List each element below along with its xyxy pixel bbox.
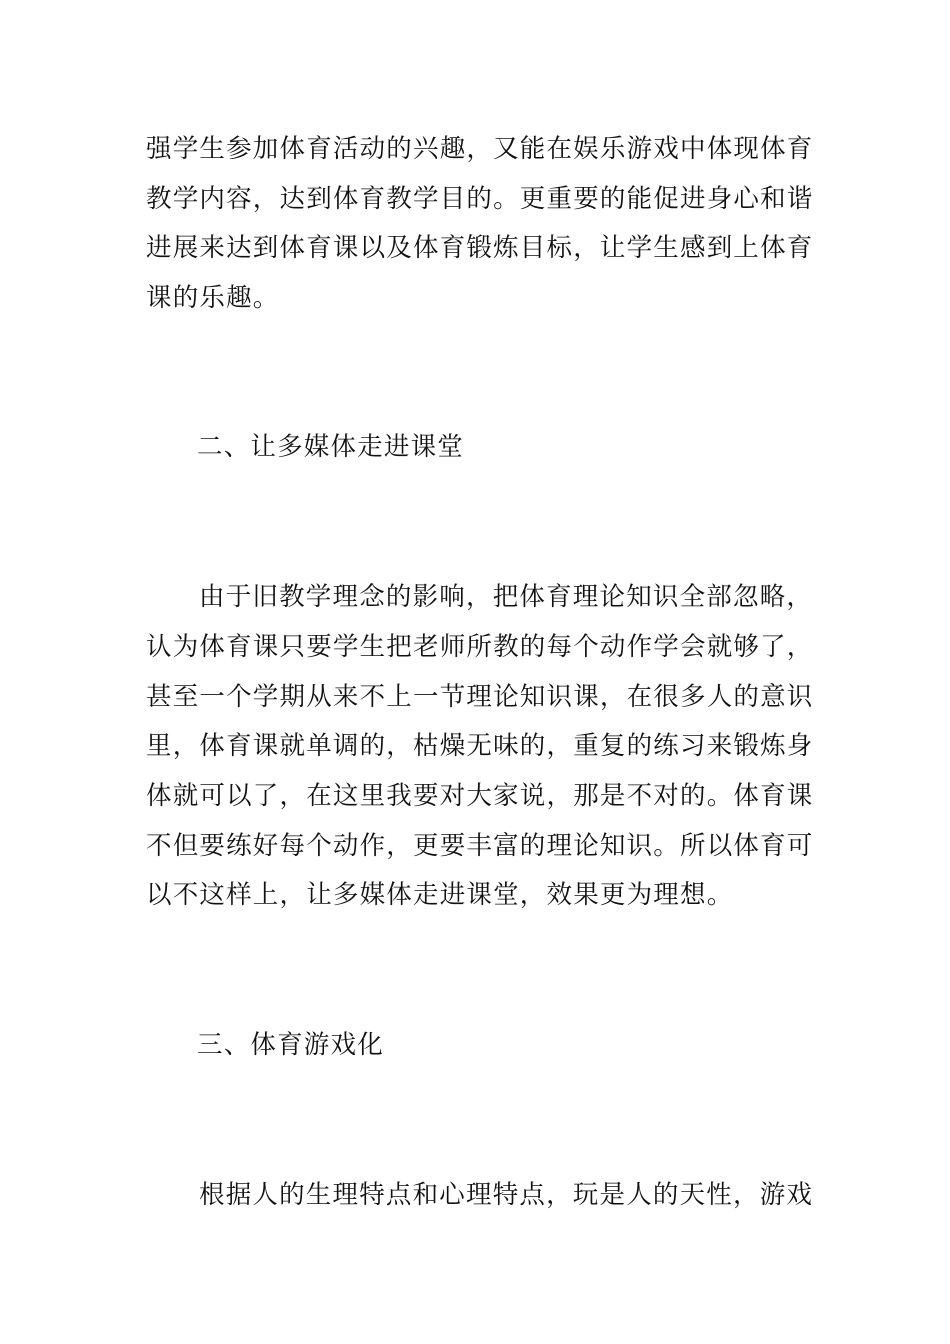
text-line: 认为体育课只要学生把老师所教的每个动作学会就够了， — [146, 632, 814, 662]
text-line: 根据人的生理特点和心理特点，玩是人的天性，游戏 — [199, 1180, 814, 1210]
text-line: 进展来达到体育课以及体育锻炼目标，让学生感到上体育 — [146, 233, 814, 263]
text-line: 课的乐趣。 — [146, 283, 280, 313]
text-line: 教学内容，达到体育教学目的。更重要的能促进身心和谐 — [146, 184, 814, 214]
text-line: 体就可以了，在这里我要对大家说，那是不对的。体育课 — [146, 781, 814, 811]
text-line: 里，体育课就单调的，枯燥无味的，重复的练习来锻炼身 — [146, 731, 814, 761]
text-line: 强学生参加体育活动的兴趣，又能在娱乐游戏中体现体育 — [146, 134, 814, 164]
text-line: 由于旧教学理念的影响，把体育理论知识全部忽略， — [199, 582, 814, 612]
section-heading-3: 三、体育游戏化 — [197, 1030, 384, 1060]
section-heading-2: 二、让多媒体走进课堂 — [197, 432, 465, 462]
text-line: 甚至一个学期从来不上一节理论知识课，在很多人的意识 — [146, 682, 814, 712]
text-line: 以不这样上，让多媒体走进课堂，效果更为理想。 — [146, 880, 734, 910]
text-line: 不但要练好每个动作，更要丰富的理论知识。所以体育可 — [146, 831, 814, 861]
